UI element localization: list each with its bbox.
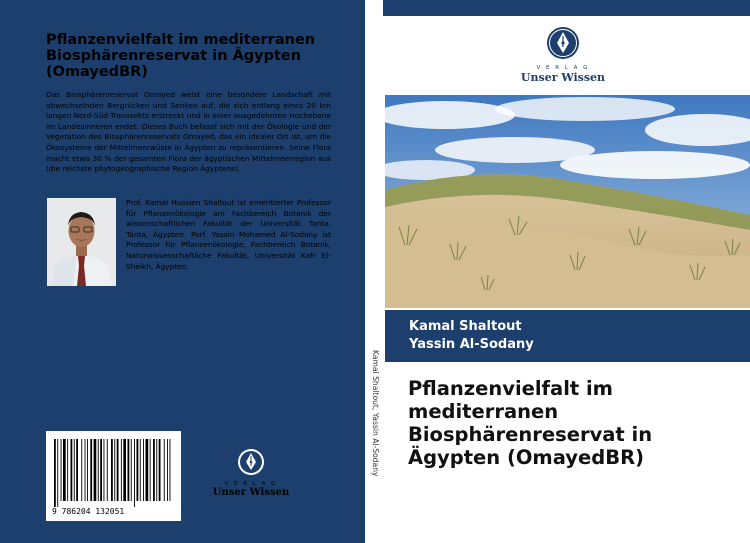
pen-nib-icon [237, 448, 265, 476]
front-cover-title: Pflanzenvielfalt im mediterranen Biosphärenreservat in Ägypten (OmayedBR) [408, 377, 653, 469]
publisher-verlag: V E R L A G [536, 65, 590, 71]
isbn-digits: 9 786204 132051 [52, 507, 125, 516]
back-cover-title: Pflanzenvielfalt im mediterranen Biosphärenreservat in Ägypten (OmayedBR) [46, 32, 316, 80]
cover-photo-dunes [385, 95, 750, 308]
back-cover-description: Das Biosphärenreservat Omayed weist eine besondere Landschaft mit abwechselnden Bergrücken und Senken auf, die sich entlang eines 20 km langen Nord-Süd-Transsekts erstreckt und in einer ausgedehnten Hochebene im Landesinneren endet. Dieses Buch befasst sich mit der Ökologie und der Vegetation des Biosphärenreservats Omayed, das ein idealer Ort ist, um die Ökosysteme der Mittelmeerwüste in Ägypten zu repräsentieren. Seine Flora macht etwa 30 % der gesamten Flora der ägyptischen Mittelmeerregion aus (die reichste phytogeographische Region Ägyptens). [46, 90, 331, 174]
front-publisher-logo [518, 26, 608, 84]
author-photo [47, 198, 116, 286]
author-1: Kamal Shaltout [409, 319, 522, 334]
isbn-barcode [46, 431, 181, 521]
publisher-verlag: V E R L A G [224, 481, 278, 487]
author-bio: Prof. Kamal Hussien Shaltout ist emeritierter Professor für Pflanzenökologie am Fachbereich Botanik der wissenschaftlichen Fakultät der Universität Tanta, Tanta, Ägypten. Porf. Yassin Mohamed Al-Sodany ist Professor für Pflanzenökologie, Fachbereich Botanik, Naturwissenschaftliche Fakultät, Universität Kafr El-Sheikh, Ägypten. [126, 198, 331, 271]
publisher-name: Unser Wissen [520, 71, 606, 84]
author-band [385, 310, 750, 362]
spine-text: Kamal Shaltout, Yassin Al-Sodany [371, 350, 380, 477]
author-2: Yassin Al-Sodany [409, 337, 534, 352]
front-top-bar [383, 0, 750, 16]
publisher-name: Unser Wissen [212, 487, 290, 498]
pen-nib-icon [546, 26, 580, 60]
back-publisher-logo [206, 448, 296, 500]
